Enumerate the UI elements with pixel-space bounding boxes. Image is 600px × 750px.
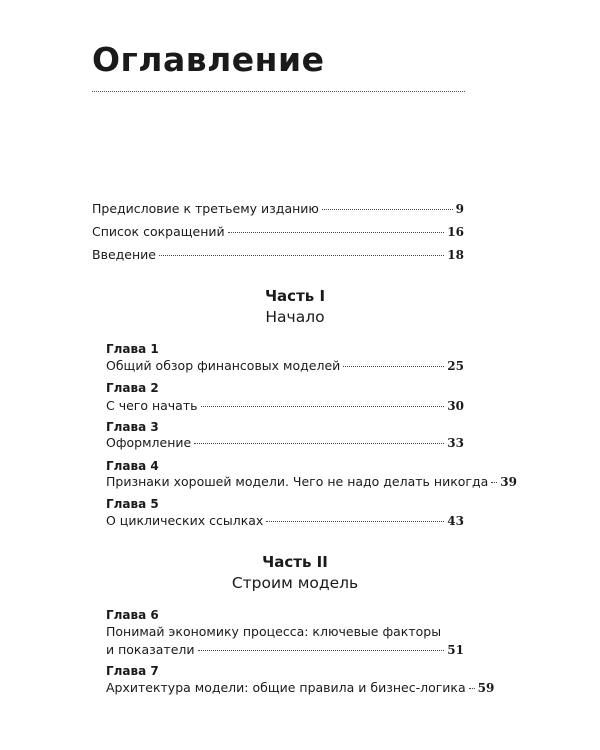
toc-entry-page: 18	[447, 248, 464, 262]
toc-entry-title: и показатели	[106, 642, 195, 657]
dot-leader	[194, 443, 444, 444]
toc-entry-page: 30	[447, 399, 464, 413]
dot-leader	[201, 406, 445, 407]
toc-entry-chapter-2[interactable]	[106, 396, 464, 416]
part-name: Строим модель	[231, 574, 359, 592]
toc-entry-page: 25	[447, 359, 464, 373]
toc-entry-page: 9	[455, 202, 464, 216]
toc-entry-title: О циклических ссылках	[106, 513, 264, 528]
toc-entry-title: Введение	[92, 247, 156, 262]
chapter-label: Глава 7	[106, 664, 159, 678]
dot-leader	[266, 521, 444, 522]
page-title: Оглавление	[92, 40, 325, 79]
toc-entry-page: 16	[447, 225, 464, 239]
toc-entry-title: Общий обзор финансовых моделей	[106, 358, 341, 373]
dot-leader	[469, 688, 475, 689]
chapter-label: Глава 5	[106, 497, 159, 511]
toc-entry-title: С чего начать	[106, 398, 198, 413]
toc-entry-introduction[interactable]	[92, 245, 464, 265]
toc-entry-chapter-6[interactable]	[106, 640, 464, 660]
toc-entry-chapter-3[interactable]	[106, 433, 464, 453]
toc-entry-abbreviations[interactable]	[92, 222, 464, 242]
toc-entry-title: Оформление	[106, 435, 192, 450]
dot-leader	[198, 650, 445, 651]
toc-entry-title: Предисловие к третьему изданию	[92, 201, 319, 216]
chapter-label: Глава 3	[106, 420, 159, 434]
dot-leader	[322, 209, 453, 210]
dot-leader	[491, 482, 497, 483]
toc-entry-page: 51	[447, 643, 464, 657]
dot-leader	[228, 232, 445, 233]
toc-entry-page: 39	[500, 475, 517, 489]
title-divider	[92, 91, 465, 92]
toc-entry-chapter-1[interactable]	[106, 356, 464, 376]
toc-entry-page: 43	[447, 514, 464, 528]
toc-entry-chapter-7[interactable]	[106, 678, 495, 698]
toc-entry-title: Список сокращений	[92, 224, 225, 239]
chapter-label: Глава 4	[106, 459, 159, 473]
toc-entry-title: Архитектура модели: общие правила и бизнес-логика	[106, 680, 466, 695]
chapter-label: Глава 6	[106, 608, 159, 622]
part-name: Начало	[265, 308, 325, 326]
toc-entry-title-line[interactable]: Понимай экономику процесса: ключевые факторы	[106, 624, 442, 639]
toc-entry-page: 59	[477, 681, 495, 695]
dot-leader	[343, 366, 444, 367]
toc-entry-preface[interactable]	[92, 199, 464, 219]
toc-entry-chapter-4[interactable]	[106, 472, 517, 492]
part-label: Часть I	[264, 287, 326, 305]
toc-entry-title: Признаки хорошей модели. Чего не надо делать никогда	[106, 474, 489, 489]
part-label: Часть II	[262, 553, 328, 571]
toc-entry-page: 33	[447, 436, 464, 450]
chapter-label: Глава 2	[106, 381, 159, 395]
dot-leader	[159, 255, 444, 256]
toc-entry-chapter-5[interactable]	[106, 511, 464, 531]
chapter-label: Глава 1	[106, 342, 159, 356]
